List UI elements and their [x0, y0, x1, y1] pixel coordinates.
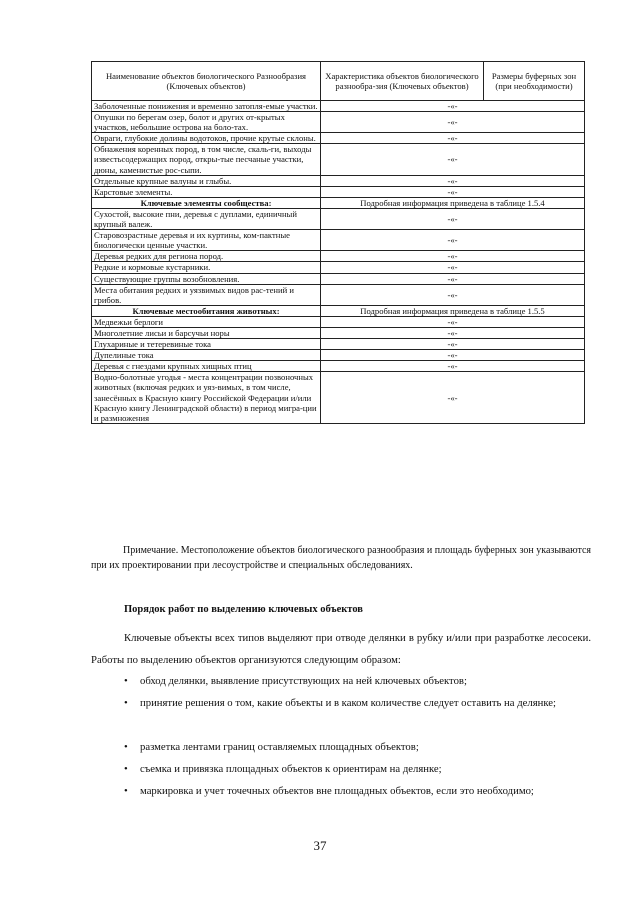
page-number: 37: [313, 838, 327, 853]
object-characteristic-cell: -«-: [321, 186, 585, 197]
section-title-cell: Ключевые местообитания животных:: [92, 305, 321, 316]
object-name-cell: Отдельные крупные валуны и глыбы.: [92, 175, 321, 186]
table-row: [92, 251, 585, 262]
object-name-cell: Обнажения коренных пород, в том числе, скаль-ги, выходы известьсодержащих пород, откры-тые песчаные участки, дюны, каменистые рос-сыпи.: [92, 144, 321, 175]
object-name-cell: Глухариные и тетеревиные тока: [92, 339, 321, 350]
object-characteristic-cell: -«-: [321, 316, 585, 327]
table-header-row: [92, 62, 585, 101]
intro-paragraph: Ключевые объекты всех типов выделяют при отводе делянки в рубку и/или при разработке лесосеки. Работы по выделению объектов организуются следующим образом:: [91, 632, 591, 666]
object-name-cell: Редкие и кормовые кустарники.: [92, 262, 321, 273]
object-characteristic-cell: Подробная информация приведена в таблице 1.5.4: [321, 197, 585, 208]
table-row: [92, 327, 585, 338]
header-object-characteristic: Характеристика объектов биологического разнообра-зия (Ключевых объектов): [321, 62, 484, 101]
table-row: [92, 133, 585, 144]
list-item: [91, 758, 591, 780]
bullet-icon: •: [124, 785, 128, 797]
header-object-name: Наименование объектов биологического Разнообразия (Ключевых объектов): [92, 62, 321, 101]
object-name-cell: Дупелиные тока: [92, 350, 321, 361]
biodiversity-objects-table: [91, 61, 585, 424]
object-characteristic-cell: -«-: [321, 339, 585, 350]
object-characteristic-cell: -«-: [321, 112, 585, 133]
header-buffer-size: Размеры буферных зон (при необходимости): [484, 62, 585, 101]
object-characteristic-cell: -«-: [321, 175, 585, 186]
table-section-row: [92, 197, 585, 208]
list-item-text: маркировка и учет точечных объектов вне площадных объектов, если это необходимо;: [140, 785, 534, 797]
object-characteristic-cell: -«-: [321, 350, 585, 361]
list-item-text: съемка и привязка площадных объектов к ориентирам на делянке;: [140, 763, 442, 775]
table-note: Примечание. Местоположение объектов биологического разнообразия и площадь буферных зон указываются при их проектировании при лесоустройстве и специальных обследованиях.: [91, 545, 591, 571]
table-row: [92, 262, 585, 273]
table-row: [92, 361, 585, 372]
section-title-cell: Ключевые элементы сообщества:: [92, 197, 321, 208]
section-heading: Порядок работ по выделению ключевых объектов: [124, 604, 363, 615]
object-name-cell: Сухостой, высокие пни, деревья с дуплами, единичный крупный валеж.: [92, 208, 321, 229]
object-characteristic-cell: -«-: [321, 262, 585, 273]
object-characteristic-cell: -«-: [321, 133, 585, 144]
object-name-cell: Старовозрастные деревья и их куртины, ком-пактные биологически ценные участки.: [92, 230, 321, 251]
object-name-cell: Многолетние лисьи и барсучьи норы: [92, 327, 321, 338]
object-characteristic-cell: -«-: [321, 284, 585, 305]
object-characteristic-cell: -«-: [321, 251, 585, 262]
list-item: [91, 692, 591, 714]
object-characteristic-cell: -«-: [321, 327, 585, 338]
table-row: [92, 316, 585, 327]
object-characteristic-cell: -«-: [321, 372, 585, 423]
object-characteristic-cell: -«-: [321, 208, 585, 229]
bullet-icon: •: [124, 741, 128, 753]
list-item-text: обход делянки, выявление присутствующих на ней ключевых объектов;: [140, 675, 467, 687]
bullet-icon: •: [124, 763, 128, 775]
object-name-cell: Водно-болотные угодья - места концентрации позвоночных животных (включая редких и уяз-вимых, в том числе, занесённых в Красную книгу Российской Федерации и/или Красную книгу Ленинградской области) в период мигра-ции и размножения: [92, 372, 321, 423]
table-row: [92, 101, 585, 112]
object-characteristic-cell: Подробная информация приведена в таблице 1.5.5: [321, 305, 585, 316]
object-name-cell: Овраги, глубокие долины водотоков, прочие крутые склоны.: [92, 133, 321, 144]
object-name-cell: Медвежьи берлоги: [92, 316, 321, 327]
table-row: [92, 284, 585, 305]
bullet-icon: •: [124, 697, 128, 709]
object-name-cell: Существующие группы возобновления.: [92, 273, 321, 284]
table-row: [92, 273, 585, 284]
table-row: [92, 339, 585, 350]
table-row: [92, 186, 585, 197]
list-item: [91, 670, 591, 692]
table-row: [92, 112, 585, 133]
object-characteristic-cell: -«-: [321, 101, 585, 112]
object-name-cell: Деревья с гнездами крупных хищных птиц: [92, 361, 321, 372]
table-row: [92, 372, 585, 423]
object-name-cell: Опушки по берегам озер, болот и других от-крытых участков, небольшие острова на боло-тах.: [92, 112, 321, 133]
object-characteristic-cell: -«-: [321, 230, 585, 251]
object-characteristic-cell: -«-: [321, 144, 585, 175]
object-name-cell: Заболоченные понижения и временно затопля-емые участки.: [92, 101, 321, 112]
list-item-text: принятие решения о том, какие объекты и в каком количестве следует оставить на делянке;: [140, 697, 556, 709]
bullet-icon: •: [124, 675, 128, 687]
table-section-row: [92, 305, 585, 316]
list-item: [91, 780, 591, 802]
table-row: [92, 230, 585, 251]
object-name-cell: Деревья редких для региона пород.: [92, 251, 321, 262]
object-characteristic-cell: -«-: [321, 273, 585, 284]
list-item: [91, 736, 591, 758]
table-row: [92, 144, 585, 175]
object-name-cell: Карстовые элементы.: [92, 186, 321, 197]
table-row: [92, 175, 585, 186]
table-row: [92, 350, 585, 361]
object-name-cell: Места обитания редких и уязвимых видов рас-тений и грибов.: [92, 284, 321, 305]
object-characteristic-cell: -«-: [321, 361, 585, 372]
table-row: [92, 208, 585, 229]
list-item-text: разметка лентами границ оставляемых площадных объектов;: [140, 741, 419, 753]
